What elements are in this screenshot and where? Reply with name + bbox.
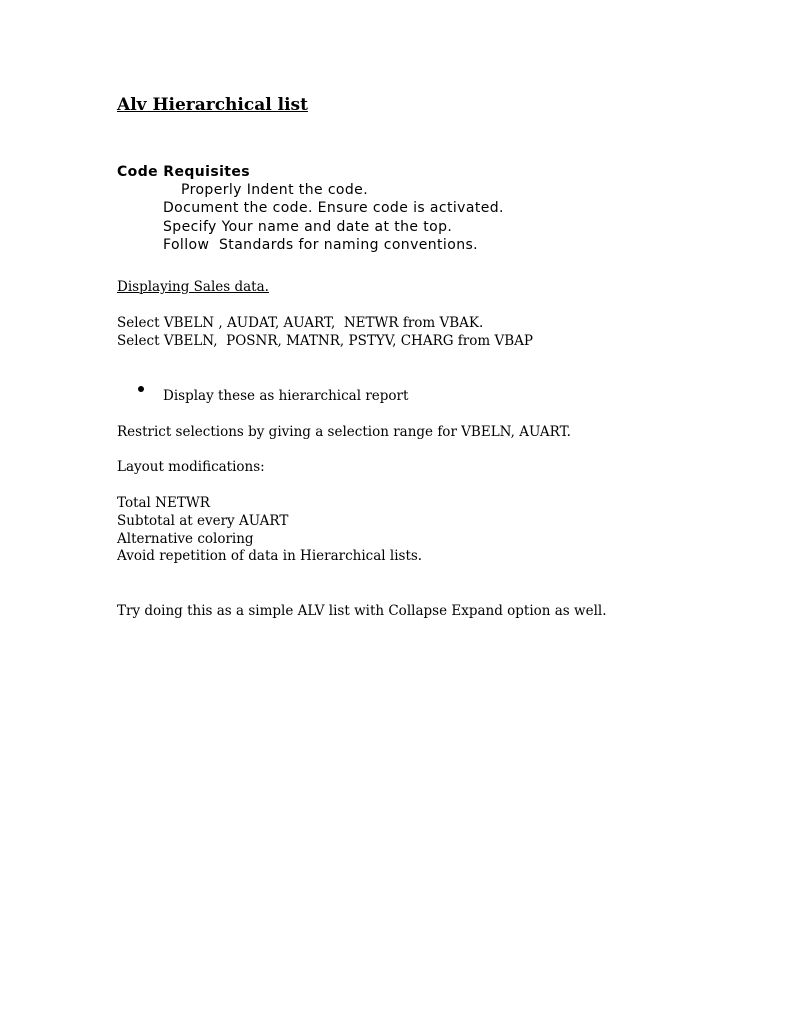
closing-instruction: Try doing this as a simple ALV list with Collapse Expand option as well.: [117, 603, 607, 619]
bullet-icon: [138, 386, 144, 392]
modification-item: Total NETWR: [117, 495, 210, 511]
document-title: Alv Hierarchical list: [117, 95, 308, 115]
restrict-selections-text: Restrict selections by giving a selection range for VBELN, AUART.: [117, 424, 571, 440]
modification-item: Subtotal at every AUART: [117, 513, 289, 529]
layout-modifications-heading: Layout modifications:: [117, 459, 265, 475]
modification-item: Avoid repetition of data in Hierarchical lists.: [117, 548, 423, 564]
bullet-text: Display these as hierarchical report: [163, 388, 409, 404]
modification-item: Alternative coloring: [117, 531, 254, 547]
sales-data-heading: Displaying Sales data.: [117, 279, 269, 295]
requisite-item: Follow Standards for naming conventions.: [163, 237, 479, 253]
code-requisites-heading: Code Requisites: [117, 164, 250, 180]
select-statement: Select VBELN , AUDAT, AUART, NETWR from VBAK.: [117, 315, 484, 331]
requisite-item: Properly Indent the code.: [181, 182, 369, 198]
bullet-list-item: [138, 388, 409, 404]
requisite-item: Specify Your name and date at the top.: [163, 219, 453, 235]
requisite-item: Document the code. Ensure code is activated.: [163, 200, 504, 216]
select-statement: Select VBELN, POSNR, MATNR, PSTYV, CHARG from VBAP: [117, 333, 533, 349]
